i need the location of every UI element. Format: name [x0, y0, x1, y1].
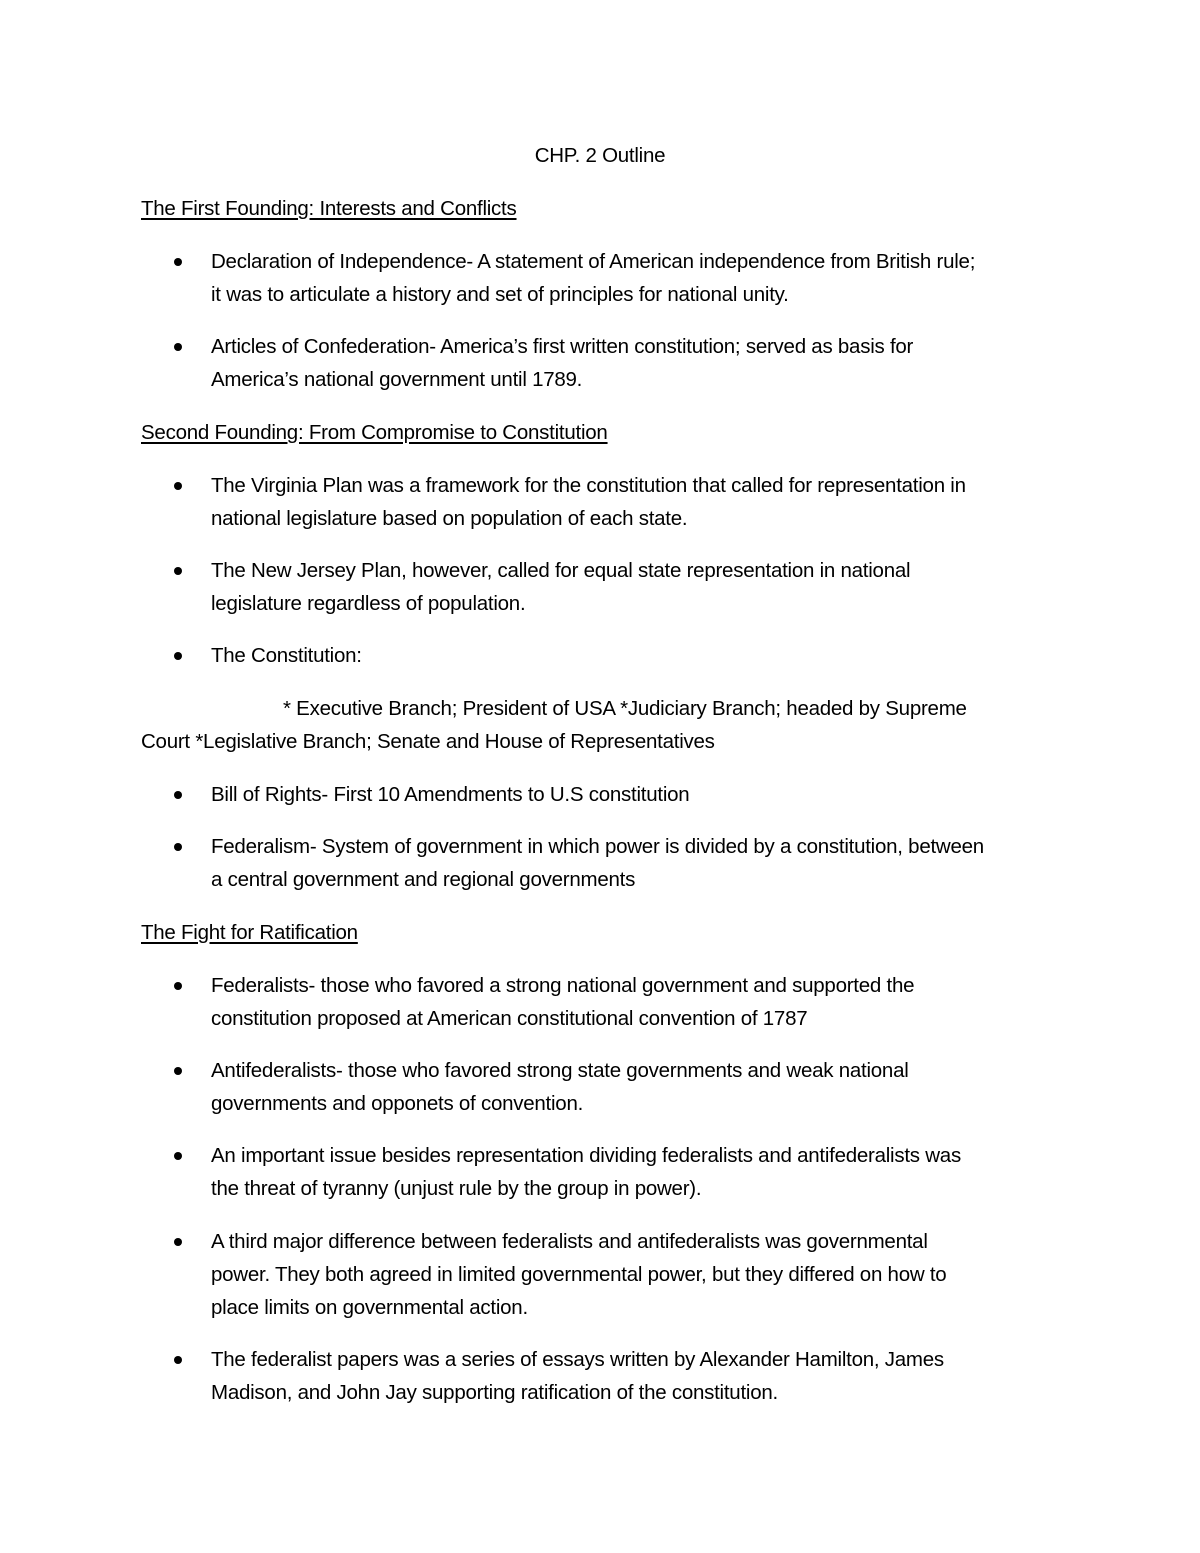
bullet-text: The New Jersey Plan, however, called for equal state representation in national: [211, 559, 911, 582]
bullet-icon: [174, 567, 182, 575]
bullet-icon: [174, 1152, 182, 1160]
bullet-text: the threat of tyranny (unjust rule by the group in power).: [211, 1177, 702, 1200]
constitution-branches-line: * Executive Branch; President of USA *Judiciary Branch; headed by Supreme: [283, 697, 967, 720]
bullet-text: constitution proposed at American constitutional convention of 1787: [211, 1007, 808, 1030]
bullet-text: America’s national government until 1789.: [211, 368, 583, 391]
bullet-icon: [174, 1067, 182, 1075]
bullet-text: power. They both agreed in limited governmental power, but they differed on how to: [211, 1263, 947, 1286]
document-title: CHP. 2 Outline: [534, 144, 666, 167]
bullet-text: The federalist papers was a series of essays written by Alexander Hamilton, James: [211, 1348, 944, 1371]
constitution-branches-line: Court *Legislative Branch; Senate and House of Representatives: [141, 730, 715, 753]
bullet-text: governments and opponets of convention.: [211, 1092, 584, 1115]
bullet-text: An important issue besides representation dividing federalists and antifederalists was: [211, 1144, 961, 1167]
bullet-icon: [174, 982, 182, 990]
bullet-text: The Virginia Plan was a framework for the constitution that called for representation in: [211, 474, 966, 497]
bullet-icon: [174, 343, 182, 351]
bullet-text: legislature regardless of population.: [211, 592, 526, 615]
bullet-text: A third major difference between federalists and antifederalists was governmental: [211, 1230, 928, 1253]
section-heading-second-founding: Second Founding: From Compromise to Constitution: [141, 421, 608, 444]
bullet-text: Declaration of Independence- A statement of American independence from British rule;: [211, 250, 976, 273]
bullet-icon: [174, 1356, 182, 1364]
bullet-text: Antifederalists- those who favored strong state governments and weak national: [211, 1059, 909, 1082]
bullet-text: Articles of Confederation- America’s first written constitution; served as basis for: [211, 335, 914, 358]
bullet-text: Bill of Rights- First 10 Amendments to U.S constitution: [211, 783, 690, 806]
bullet-icon: [174, 1238, 182, 1246]
bullet-text: The Constitution:: [211, 644, 362, 667]
bullet-text: national legislature based on population of each state.: [211, 507, 688, 530]
bullet-icon: [174, 482, 182, 490]
section-heading-first-founding: The First Founding: Interests and Conflicts: [141, 197, 517, 220]
bullet-text: Federalism- System of government in which power is divided by a constitution, between: [211, 835, 984, 858]
bullet-icon: [174, 258, 182, 266]
bullet-text: a central government and regional governments: [211, 868, 636, 891]
bullet-text: Federalists- those who favored a strong national government and supported the: [211, 974, 915, 997]
section-heading-ratification: The Fight for Ratification: [141, 921, 358, 944]
bullet-text: Madison, and John Jay supporting ratification of the constitution.: [211, 1381, 778, 1404]
bullet-icon: [174, 791, 182, 799]
bullet-text: place limits on governmental action.: [211, 1296, 528, 1319]
bullet-icon: [174, 652, 182, 660]
bullet-text: it was to articulate a history and set of principles for national unity.: [211, 283, 789, 306]
bullet-icon: [174, 843, 182, 851]
